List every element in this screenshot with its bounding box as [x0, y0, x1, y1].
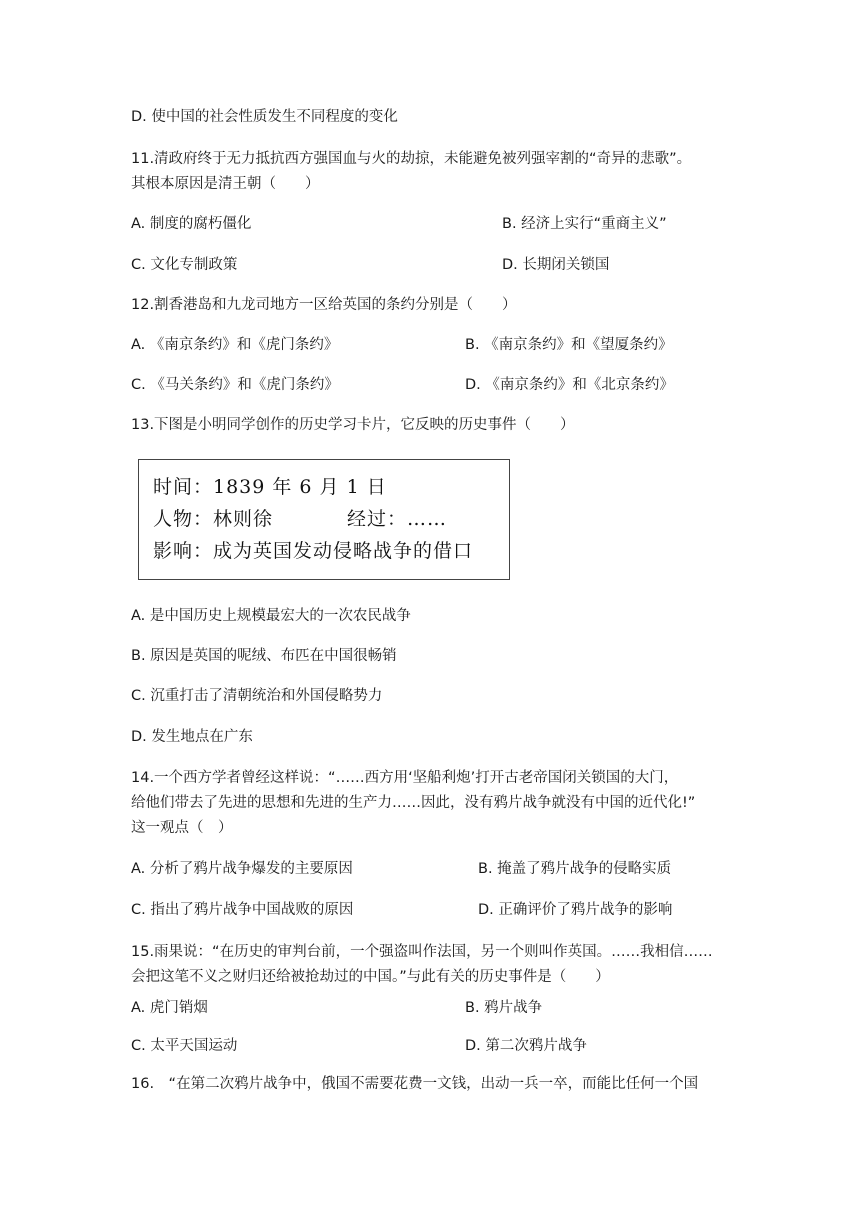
option-d-previous: D. 使中国的社会性质发生不同程度的变化 — [131, 109, 398, 125]
question-13: 13.下图是小明同学创作的历史学习卡片，它反映的历史事件（ ） — [131, 417, 575, 433]
question-11-option-b: B. 经济上实行“重商主义” — [502, 216, 667, 232]
question-13-option-d: D. 发生地点在广东 — [131, 729, 253, 745]
question-13-option-b: B. 原因是英国的呢绒、布匹在中国很畅销 — [131, 648, 397, 664]
question-14-option-a: A. 分析了鸦片战争爆发的主要原因 — [131, 861, 353, 877]
question-15-line-2: 会把这笔不义之财归还给被抢劫过的中国。”与此有关的历史事件是（ ） — [131, 969, 610, 985]
question-14-option-b: B. 掩盖了鸦片战争的侵略实质 — [478, 861, 672, 877]
card-person-line: 人物：林则徐 — [153, 508, 274, 530]
question-12-option-b: B. 《南京条约》和《望厦条约》 — [465, 337, 673, 353]
question-12-option-c: C. 《马关条约》和《虎门条约》 — [131, 377, 339, 393]
question-16-line-1: 16. “在第二次鸦片战争中，俄国不需要花费一文钱，出动一兵一卒，而能比任何一个国 — [131, 1076, 699, 1092]
question-11-option-c: C. 文化专制政策 — [131, 257, 238, 273]
card-time-line: 时间：1839 年 6 月 1 日 — [153, 476, 387, 498]
question-15-line-1: 15.雨果说：“在历史的审判台前，一个强盗叫作法国，另一个则叫作英国。……我相信…… — [131, 944, 713, 960]
question-14-line-2: 给他们带去了先进的思想和先进的生产力……因此，没有鸦片战争就没有中国的近代化!” — [131, 795, 696, 811]
question-11-option-d: D. 长期闭关锁国 — [502, 257, 610, 273]
question-15-option-a: A. 虎门销烟 — [131, 1000, 208, 1016]
question-14-option-d: D. 正确评价了鸦片战争的影响 — [478, 902, 673, 918]
question-13-option-c: C. 沉重打击了清朝统治和外国侵略势力 — [131, 688, 383, 704]
question-14-line-1: 14.一个西方学者曾经这样说：“……西方用‘坚船利炮’打开古老帝国闭关锁国的大门， — [131, 770, 679, 786]
question-14-line-3: 这一观点（ ） — [131, 820, 233, 836]
question-14-option-c: C. 指出了鸦片战争中国战败的原因 — [131, 902, 354, 918]
question-12-option-a: A. 《南京条约》和《虎门条约》 — [131, 337, 339, 353]
question-15-option-d: D. 第二次鸦片战争 — [465, 1038, 587, 1054]
card-impact-line: 影响：成为英国发动侵略战争的借口 — [153, 540, 474, 562]
question-13-option-a: A. 是中国历史上规模最宏大的一次农民战争 — [131, 608, 411, 624]
card-process-line: 经过：…… — [347, 508, 448, 530]
history-study-card — [138, 459, 510, 580]
question-11-option-a: A. 制度的腐朽僵化 — [131, 216, 252, 232]
question-12-option-d: D. 《南京条约》和《北京条约》 — [465, 377, 674, 393]
question-11-line-1: 11.清政府终于无力抵抗西方强国血与火的劫掠，未能避免被列强宰割的“奇异的悲歌”。 — [131, 151, 692, 167]
question-11-line-2: 其根本原因是清王朝（ ） — [131, 176, 320, 192]
question-15-option-b: B. 鸦片战争 — [465, 1000, 543, 1016]
question-12: 12.割香港岛和九龙司地方一区给英国的条约分别是（ ） — [131, 297, 517, 313]
question-15-option-c: C. 太平天国运动 — [131, 1038, 238, 1054]
